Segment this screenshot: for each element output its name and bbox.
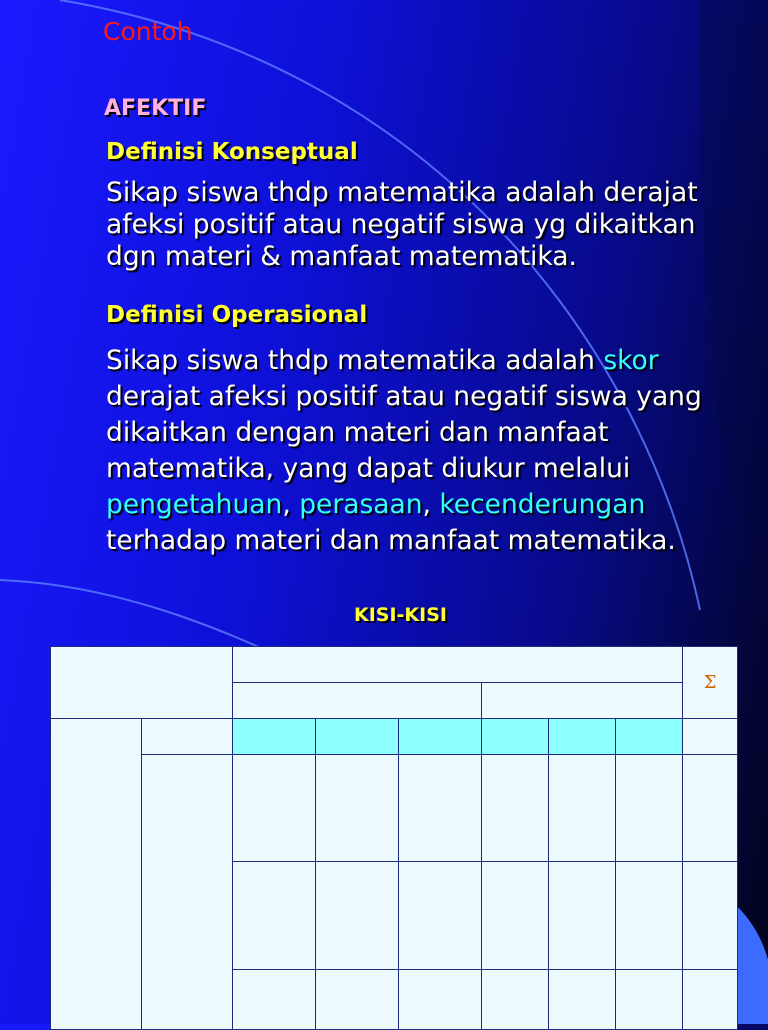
highlight-perasaan: perasaan [299, 489, 423, 520]
kisi-kisi-title: KISI-KISI [354, 604, 447, 626]
operasional-paragraph [106, 343, 756, 559]
sigma-header: Σ [683, 647, 738, 719]
table-cell [683, 755, 738, 862]
table-cell [399, 862, 482, 970]
highlight-pengetahuan: pengetahuan [106, 489, 283, 520]
konseptual-title: Definisi Konseptual [106, 139, 358, 165]
table-cell [399, 755, 482, 862]
table-cell [482, 755, 549, 862]
section-title: AFEKTIF [104, 96, 207, 121]
highlight-kecenderungan: kecenderungan [439, 489, 646, 520]
table-cell [683, 970, 738, 1030]
table-cell [142, 755, 233, 1030]
table-cell [482, 862, 549, 970]
table-cell [482, 970, 549, 1030]
table-cell [51, 719, 142, 1030]
table-cell [616, 755, 683, 862]
operasional-title: Definisi Operasional [106, 302, 368, 328]
table-cell [399, 970, 482, 1030]
operasional-line-3: dikaitkan dengan materi dan manfaat [106, 417, 609, 448]
konseptual-line-2: afeksi positif atau negatif siswa yg dikaitkan [106, 209, 696, 240]
table-subheader-right [482, 683, 683, 719]
table-subheader-left [233, 683, 482, 719]
comma-1: , [282, 489, 291, 520]
table-cell [549, 970, 616, 1030]
table-cell [233, 970, 316, 1030]
table-header-cell [616, 719, 683, 755]
table-cell [316, 862, 399, 970]
kisi-kisi-table [50, 646, 738, 1030]
table-cell [683, 719, 738, 755]
table-cell [616, 970, 683, 1030]
table-header-span [233, 647, 683, 683]
operasional-line-1 [106, 343, 756, 379]
table-header-cell [549, 719, 616, 755]
table-cell [316, 970, 399, 1030]
table-header-cell [399, 719, 482, 755]
operasional-line-5 [106, 487, 756, 523]
highlight-skor: skor [603, 345, 659, 376]
comma-2: , [422, 489, 431, 520]
table-header-cell [316, 719, 399, 755]
contoh-label: Contoh [103, 17, 193, 46]
table-header-cell [482, 719, 549, 755]
table-cell [316, 755, 399, 862]
konseptual-line-3: dgn materi & manfaat matematika. [106, 241, 577, 272]
table-header-cell [233, 719, 316, 755]
table-cell [616, 862, 683, 970]
konseptual-paragraph [106, 175, 746, 275]
table-row [51, 755, 738, 862]
table-cell [233, 755, 316, 862]
table-cell [549, 755, 616, 862]
table-cell [549, 862, 616, 970]
operasional-line-2: derajat afeksi positif atau negatif siswa yang [106, 381, 702, 412]
operasional-line-6: terhadap materi dan manfaat matematika. [106, 525, 676, 556]
operasional-line-4: matematika, yang dapat diukur melalui [106, 453, 631, 484]
konseptual-line-1: Sikap siswa thdp matematika adalah derajat [106, 177, 698, 208]
table-cell [683, 862, 738, 970]
table-corner-cell [51, 647, 233, 719]
table-cell [142, 719, 233, 755]
table-cell [233, 862, 316, 970]
operasional-line-1-text: Sikap siswa thdp matematika adalah [106, 345, 604, 376]
